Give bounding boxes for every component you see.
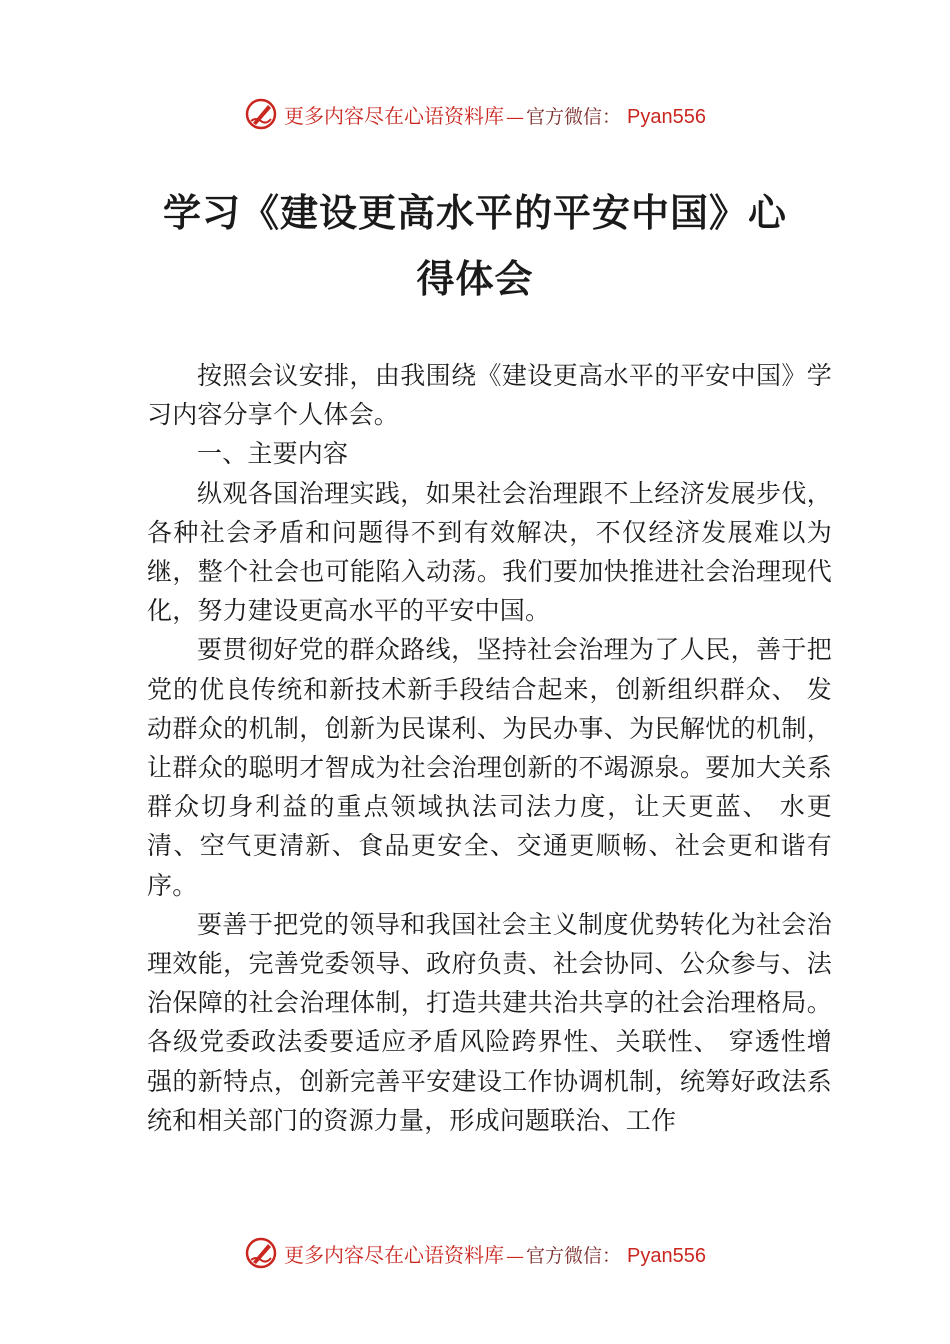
pen-seal-logo-icon [244, 1236, 278, 1270]
pen-seal-logo-icon [244, 97, 278, 131]
paragraph-intro: 按照会议安排，由我围绕《建设更高水平的平安中国》学习内容分享个人体会。 [147, 361, 832, 430]
paragraph-2: 要贯彻好党的群众路线，坚持社会治理为了人民，善于把党的优良传统和新技术新手段结合起来，创新组织群众、 发动群众的机制，创新为民谋利、为民办事、为民解忧的机制，让群众的聪明才智成为社会治理创新的不竭源泉。要加大关系群众切身利益的重点领域执法司法力度，让天更蓝、 水更清、空气更清新、食品更安全、交通更顺畅、社会更和谐有序。 [147, 635, 832, 900]
watermark-wechat-id: Pyan556 [627, 105, 706, 128]
header-watermark [0, 94, 950, 134]
document-body [147, 356, 832, 1140]
section-heading: 一、主要内容 [197, 439, 349, 469]
watermark-middle: 官方微信： [526, 105, 622, 128]
watermark-middle: 官方微信： [526, 1244, 622, 1267]
watermark-dash: — [506, 106, 524, 128]
footer-watermark [0, 1233, 950, 1273]
watermark-wechat-id: Pyan556 [627, 1244, 706, 1267]
paragraph-3: 要善于把党的领导和我国社会主义制度优势转化为社会治理效能，完善党委领导、政府负责、社会协同、公众参与、法治保障的社会治理体制，打造共建共治共享的社会治理格局。各级党委政法委要适应矛盾风险跨界性、关联性、 穿透性增强的新特点，创新完善平安建设工作协调机制，统筹好政法系统和相关部门的资源力量，形成问题联治、工作 [147, 909, 832, 1135]
document-title: 学习《建设更高水平的平安中国》心得体会 [162, 190, 787, 301]
paragraph-1: 纵观各国治理实践，如果社会治理跟不上经济发展步伐，各种社会矛盾和问题得不到有效解决，不仅经济发展难以为继，整个社会也可能陷入动荡。我们要加快推进社会治理现代化，努力建设更高水平的平安中国。 [147, 478, 832, 626]
watermark-dash: — [506, 1245, 524, 1267]
watermark-prefix: 更多内容尽在心语资料库 [284, 103, 504, 128]
watermark-prefix: 更多内容尽在心语资料库 [284, 1242, 504, 1267]
